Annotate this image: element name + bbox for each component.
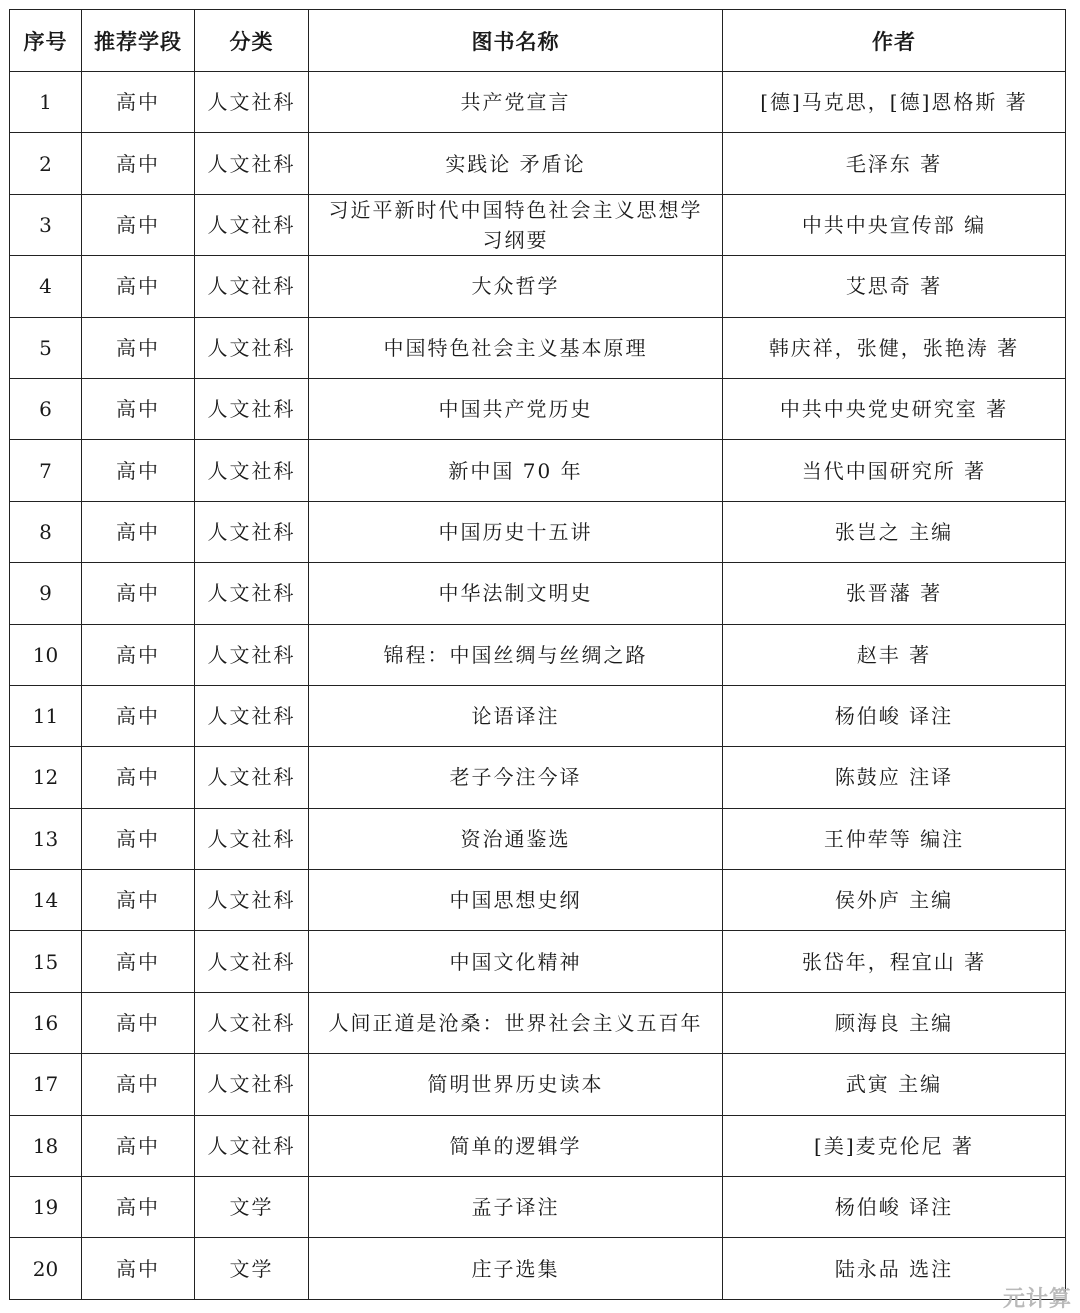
cell-stage: 高中 xyxy=(82,72,195,133)
cell-index: 10 xyxy=(10,624,82,685)
cell-stage: 高中 xyxy=(82,1054,195,1115)
table-row xyxy=(10,317,1066,378)
cell-author: 张岱年，程宜山 著 xyxy=(723,931,1066,992)
table-row xyxy=(10,501,1066,562)
cell-category: 文学 xyxy=(195,1238,309,1299)
cell-stage: 高中 xyxy=(82,992,195,1053)
table-row xyxy=(10,1115,1066,1176)
cell-stage: 高中 xyxy=(82,440,195,501)
cell-stage: 高中 xyxy=(82,563,195,624)
cell-title: 锦程：中国丝绸与丝绸之路 xyxy=(309,624,723,685)
cell-category: 人文社科 xyxy=(195,870,309,931)
cell-author: [美]麦克伦尼 著 xyxy=(723,1115,1066,1176)
cell-stage: 高中 xyxy=(82,931,195,992)
cell-stage: 高中 xyxy=(82,1177,195,1238)
cell-index: 6 xyxy=(10,378,82,439)
cell-index: 13 xyxy=(10,808,82,869)
header-row xyxy=(10,10,1066,72)
cell-index: 11 xyxy=(10,685,82,746)
cell-title: 中华法制文明史 xyxy=(309,563,723,624)
cell-title: 中国特色社会主义基本原理 xyxy=(309,317,723,378)
cell-category: 人文社科 xyxy=(195,133,309,194)
cell-title: 简明世界历史读本 xyxy=(309,1054,723,1115)
cell-title: 中国思想史纲 xyxy=(309,870,723,931)
table-row xyxy=(10,133,1066,194)
cell-stage: 高中 xyxy=(82,317,195,378)
header-stage: 推荐学段 xyxy=(82,10,195,72)
cell-author: 当代中国研究所 著 xyxy=(723,440,1066,501)
cell-author: 武寅 主编 xyxy=(723,1054,1066,1115)
cell-stage: 高中 xyxy=(82,624,195,685)
table-row xyxy=(10,1238,1066,1299)
table-row xyxy=(10,1054,1066,1115)
cell-index: 8 xyxy=(10,501,82,562)
cell-author: 张岂之 主编 xyxy=(723,501,1066,562)
cell-author: 杨伯峻 译注 xyxy=(723,1177,1066,1238)
watermark-logo: 元计算 xyxy=(1002,1287,1072,1312)
cell-title: 老子今注今译 xyxy=(309,747,723,808)
cell-index: 20 xyxy=(10,1238,82,1299)
cell-author: 赵丰 著 xyxy=(723,624,1066,685)
cell-index: 9 xyxy=(10,563,82,624)
table-row xyxy=(10,931,1066,992)
cell-category: 人文社科 xyxy=(195,1115,309,1176)
cell-category: 人文社科 xyxy=(195,440,309,501)
cell-author: 韩庆祥，张健，张艳涛 著 xyxy=(723,317,1066,378)
cell-author: 毛泽东 著 xyxy=(723,133,1066,194)
cell-author: 张晋藩 著 xyxy=(723,563,1066,624)
cell-index: 1 xyxy=(10,72,82,133)
cell-stage: 高中 xyxy=(82,133,195,194)
cell-index: 7 xyxy=(10,440,82,501)
cell-author: 王仲荦等 编注 xyxy=(723,808,1066,869)
cell-stage: 高中 xyxy=(82,1238,195,1299)
cell-index: 12 xyxy=(10,747,82,808)
cell-title: 人间正道是沧桑：世界社会主义五百年 xyxy=(309,992,723,1053)
header-title: 图书名称 xyxy=(309,10,723,72)
cell-author: 侯外庐 主编 xyxy=(723,870,1066,931)
cell-category: 人文社科 xyxy=(195,563,309,624)
cell-title: 中国共产党历史 xyxy=(309,378,723,439)
cell-title: 习近平新时代中国特色社会主义思想学习纲要 xyxy=(309,194,723,255)
cell-title: 中国历史十五讲 xyxy=(309,501,723,562)
table-row xyxy=(10,378,1066,439)
cell-title: 共产党宣言 xyxy=(309,72,723,133)
table-row xyxy=(10,685,1066,746)
cell-title: 论语译注 xyxy=(309,685,723,746)
table-row xyxy=(10,624,1066,685)
cell-index: 15 xyxy=(10,931,82,992)
cell-stage: 高中 xyxy=(82,194,195,255)
cell-index: 16 xyxy=(10,992,82,1053)
cell-title: 实践论 矛盾论 xyxy=(309,133,723,194)
table-row xyxy=(10,440,1066,501)
cell-category: 人文社科 xyxy=(195,194,309,255)
cell-author: 中共中央宣传部 编 xyxy=(723,194,1066,255)
book-list-table xyxy=(9,9,1066,1300)
cell-category: 人文社科 xyxy=(195,317,309,378)
header-index: 序号 xyxy=(10,10,82,72)
cell-title: 新中国 70 年 xyxy=(309,440,723,501)
cell-index: 19 xyxy=(10,1177,82,1238)
cell-stage: 高中 xyxy=(82,808,195,869)
cell-category: 人文社科 xyxy=(195,72,309,133)
cell-category: 人文社科 xyxy=(195,992,309,1053)
cell-title: 大众哲学 xyxy=(309,256,723,317)
cell-category: 文学 xyxy=(195,1177,309,1238)
cell-author: 陈鼓应 注译 xyxy=(723,747,1066,808)
cell-author: 艾思奇 著 xyxy=(723,256,1066,317)
cell-stage: 高中 xyxy=(82,870,195,931)
table-row xyxy=(10,194,1066,255)
header-author: 作者 xyxy=(723,10,1066,72)
cell-stage: 高中 xyxy=(82,1115,195,1176)
cell-author: 陆永品 选注 xyxy=(723,1238,1066,1299)
cell-author: 顾海良 主编 xyxy=(723,992,1066,1053)
table-row xyxy=(10,870,1066,931)
cell-title: 孟子译注 xyxy=(309,1177,723,1238)
table-row xyxy=(10,1177,1066,1238)
cell-category: 人文社科 xyxy=(195,624,309,685)
cell-index: 18 xyxy=(10,1115,82,1176)
table-row xyxy=(10,992,1066,1053)
cell-index: 3 xyxy=(10,194,82,255)
cell-index: 4 xyxy=(10,256,82,317)
table-row xyxy=(10,256,1066,317)
cell-category: 人文社科 xyxy=(195,931,309,992)
cell-category: 人文社科 xyxy=(195,501,309,562)
cell-stage: 高中 xyxy=(82,747,195,808)
cell-category: 人文社科 xyxy=(195,808,309,869)
cell-category: 人文社科 xyxy=(195,378,309,439)
table-row xyxy=(10,808,1066,869)
table-row xyxy=(10,747,1066,808)
table-row xyxy=(10,563,1066,624)
cell-category: 人文社科 xyxy=(195,685,309,746)
cell-title: 中国文化精神 xyxy=(309,931,723,992)
cell-author: [德]马克思，[德]恩格斯 著 xyxy=(723,72,1066,133)
cell-author: 中共中央党史研究室 著 xyxy=(723,378,1066,439)
cell-category: 人文社科 xyxy=(195,747,309,808)
cell-title: 庄子选集 xyxy=(309,1238,723,1299)
cell-index: 14 xyxy=(10,870,82,931)
cell-index: 5 xyxy=(10,317,82,378)
cell-author: 杨伯峻 译注 xyxy=(723,685,1066,746)
cell-category: 人文社科 xyxy=(195,256,309,317)
cell-stage: 高中 xyxy=(82,378,195,439)
cell-category: 人文社科 xyxy=(195,1054,309,1115)
cell-stage: 高中 xyxy=(82,501,195,562)
cell-index: 2 xyxy=(10,133,82,194)
cell-title: 简单的逻辑学 xyxy=(309,1115,723,1176)
cell-title: 资治通鉴选 xyxy=(309,808,723,869)
header-category: 分类 xyxy=(195,10,309,72)
table-row xyxy=(10,72,1066,133)
cell-stage: 高中 xyxy=(82,685,195,746)
cell-stage: 高中 xyxy=(82,256,195,317)
cell-index: 17 xyxy=(10,1054,82,1115)
